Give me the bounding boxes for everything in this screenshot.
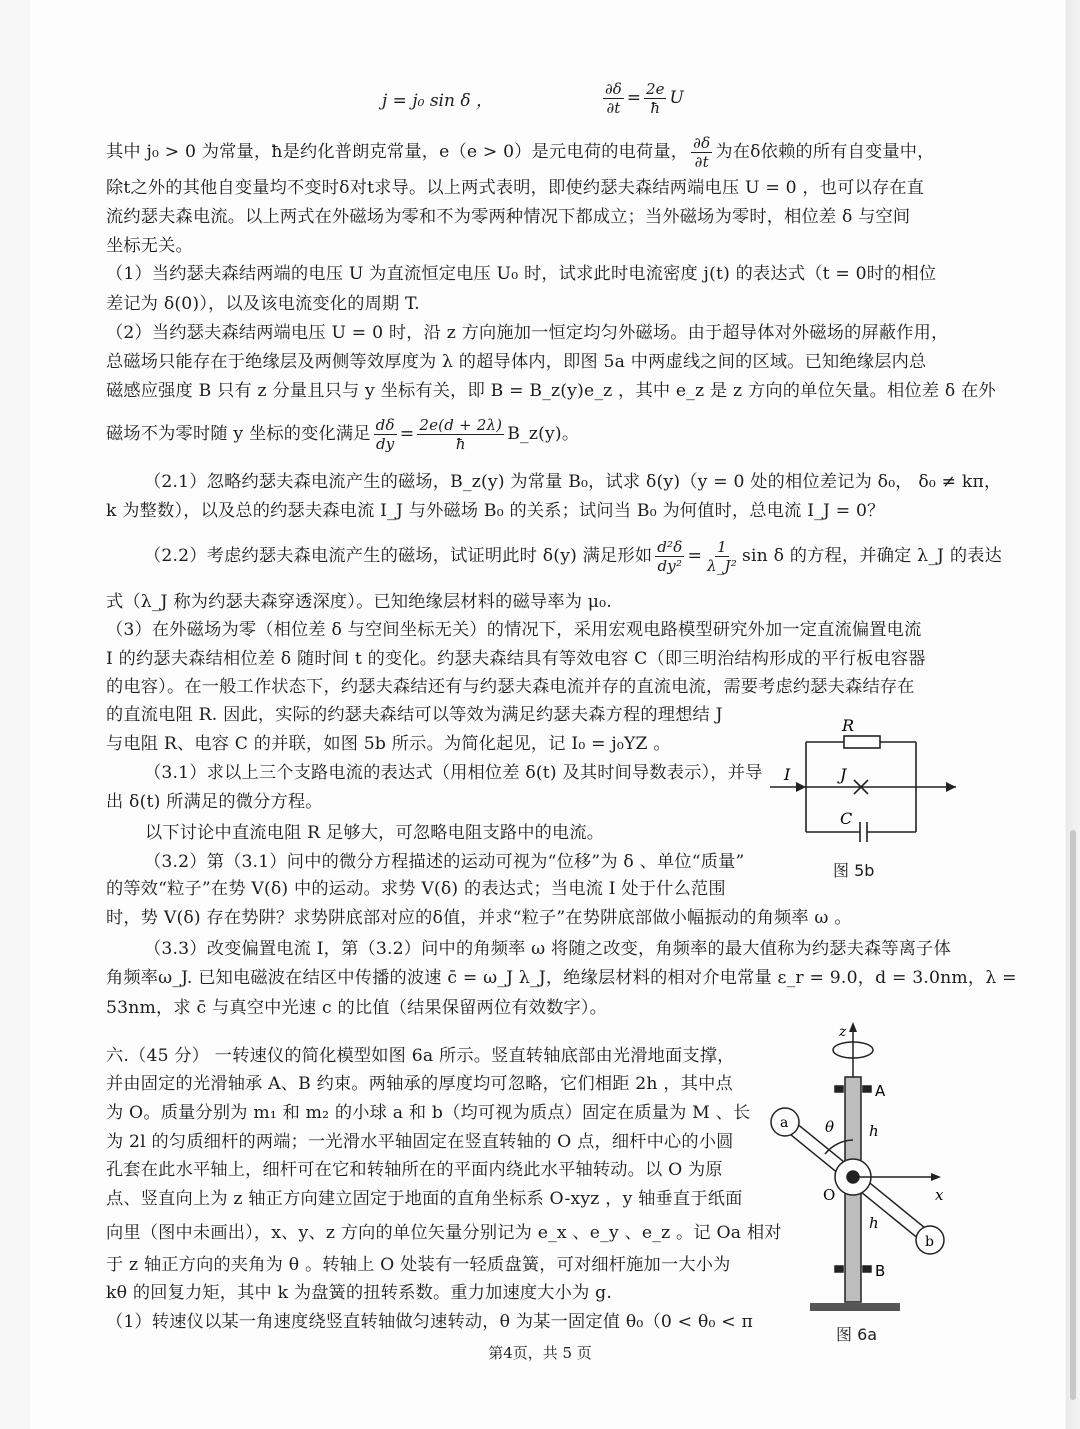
section-line: 点、竖直向上为 z 轴正方向建立固定于地面的直角坐标系 O-xyz ，y 轴垂直于纸面: [106, 1189, 743, 1209]
label-x: x: [935, 1186, 944, 1204]
section-line: 向里（图中未画出），x、y、z 方向的单位矢量分别记为 e_x 、e_y 、e_z 。记 Oa 相对: [106, 1223, 782, 1243]
figure-5b-caption: 图 5b: [833, 861, 875, 880]
question-line: 的电容）。在一般工作状态下，约瑟夫森结还有与约瑟夫森电流并存的直流电流，需要考虑约瑟夫森结存在: [106, 677, 915, 697]
arrow-in-icon: [796, 782, 806, 792]
frac-num: 2e(d + 2λ): [419, 416, 503, 434]
question-line: （2.1）忽略约瑟夫森电流产生的磁场，B_z(y) 为常量 B₀，试求 δ(y)（y = 0 处的相位差记为 δ₀， δ₀ ≠ kπ，: [144, 472, 1002, 492]
frac-den: ħ: [455, 435, 466, 453]
label-b: b: [925, 1234, 934, 1250]
text-line: 坐标无关。: [106, 236, 193, 256]
question-line: 时，势 V(δ) 存在势阱？求势阱底部对应的δ值，并求“粒子”在势阱底部做小幅振动的角频率 ω 。: [106, 908, 852, 928]
text-line: [106, 134, 961, 171]
question-line: （3.3）改变偏置电流 I，第（3.2）问中的角频率 ω 将随之改变，角频率的最大值称为约瑟夫森等离子体: [144, 939, 951, 959]
question-line: （3）在外磁场为零（相位差 δ 与空间坐标无关）的情况下，采用宏观电路模型研究外加一定直流偏置电流: [106, 620, 922, 640]
label-A: A: [875, 1082, 886, 1100]
question-line: 与电阻 R、电容 C 的并联，如图 5b 所示。为简化起见，记 I₀ = j₀YZ 。: [106, 734, 671, 754]
frac-num: 1: [717, 538, 727, 556]
bearing-A-left: [835, 1086, 843, 1092]
label-J: J: [840, 765, 847, 784]
text-segment: 其中 j₀ > 0 为常量，ħ是约化普朗克常量，e（e > 0）是元电荷的电荷量，: [106, 142, 689, 162]
question-line: k 为整数），以及总的约瑟夫森电流 I_J 与外磁场 B₀ 的关系；试问当 B₀ 为何值时，总电流 I_J = 0？: [106, 501, 885, 521]
text-segment: B_z(y)。: [507, 424, 580, 444]
section-line: （1）转速仪以某一角速度绕竖直转轴做匀速转动，θ 为某一固定值 θ₀（0 < θ₀ < π: [106, 1312, 754, 1332]
frac-num: dδ: [375, 416, 395, 434]
section-line: 于 z 轴正方向的夹角为 θ 。转轴上 O 处装有一轻质盘簧，可对细杆施加一大小为: [106, 1255, 731, 1275]
text-segment: 为在δ依赖的所有自变量中，: [715, 142, 935, 162]
equation-phase-rate: $\frac{\partial\delta}{\partial t}$ = $\frac{2e}{ħ}$ U: [605, 80, 684, 117]
label-I: I: [784, 765, 791, 784]
bearing-B-right: [863, 1266, 871, 1272]
question-line: （3.1）求以上三个支路电流的表达式（用相位差 δ(t) 及其时间导数表示），并导: [144, 763, 763, 783]
label-h-bottom: h: [869, 1214, 879, 1232]
text-line: 流约瑟夫森电流。以上两式在外磁场为零和不为零两种情况下都成立；当外磁场为零时，相位差 δ 与空间: [106, 207, 911, 227]
text-segment: 磁场不为零时随 y 坐标的变化满足: [106, 424, 371, 444]
section-line: 为 O。质量分别为 m₁ 和 m₂ 的小球 a 和 b（均可视为质点）固定在质量为 M 、长: [106, 1103, 751, 1123]
question-line: （3.2）第（3.1）问中的微分方程描述的运动可视为“位移”为 δ 、单位“质量”: [144, 852, 745, 872]
question-line: 角频率ω_J. 已知电磁波在结区中传播的波速 c̄ = ω_J λ_J，绝缘层材料的相对介电常量 ε_r = 9.0，d = 3.0nm，λ =: [106, 968, 1017, 988]
eq-frac2-num: 2e: [646, 80, 665, 98]
question-line: 磁感应强度 B 只有 z 分量且只与 y 坐标有关，即 B = B_z(y)e_z ，其中 e_z 是 z 方向的单位矢量。相位差 δ 在外: [106, 381, 996, 401]
question-line: I 的约瑟夫森结相位差 δ 随时间 t 的变化。约瑟夫森结具有等效电容 C（即三明治结构形成的平行板电容器: [106, 649, 926, 669]
frac-den: λ_J²: [707, 557, 737, 575]
frac-den: dy²: [657, 557, 683, 575]
z-arrow-icon: [849, 1022, 857, 1032]
question-line: （2）当约瑟夫森结两端电压 U = 0 时，沿 z 方向施加一恒定均匀外磁场。由于超导体对外磁场的屏蔽作用，: [106, 323, 949, 343]
label-R: R: [842, 716, 855, 735]
frac-den: dy: [375, 435, 395, 453]
text-segment: sin δ 的方程，并确定 λ_J 的表达: [741, 546, 1002, 566]
question-line: 出 δ(t) 所满足的微分方程。: [106, 792, 323, 812]
section-line: kθ 的回复力矩，其中 k 为盘簧的扭转系数。重力加速度大小为 g.: [106, 1283, 612, 1303]
question-line: 式（λ_J 称为约瑟夫森穿透深度）。已知绝缘层材料的磁导率为 μ₀.: [106, 592, 612, 612]
label-O: O: [823, 1186, 836, 1204]
section-line: 并由固定的光滑轴承 A、B 约束。两轴承的厚度均可忽略，它们相距 2h ，其中点: [106, 1074, 733, 1094]
question-line: （1）当约瑟夫森结两端的电压 U 为直流恒定电压 U₀ 时，试求此时电流密度 j(t) 的表达式（t = 0时的相位: [106, 264, 937, 284]
eq-frac-num: ∂δ: [605, 80, 622, 98]
bearing-A-right: [863, 1086, 871, 1092]
equation-current-density: j = j₀ sin δ ，: [382, 91, 493, 111]
label-C: C: [840, 809, 853, 828]
page-footer: 第4页，共 5 页: [488, 1344, 592, 1362]
eq-frac2-den: ħ: [650, 99, 661, 117]
label-theta: θ: [825, 1118, 835, 1136]
resistor-symbol: [844, 736, 880, 748]
question-line: 以下讨论中直流电阻 R 足够大，可忽略电阻支路中的电流。: [145, 823, 605, 843]
ground-hatch-band: [810, 1305, 900, 1311]
arrow-out-icon: [946, 782, 956, 792]
question-line: 磁场不为零时随 y 坐标的变化满足 $\frac{d\delta}{dy}$ = $\frac{2e(d + 2\lambda)}{ħ}$ B_z(y)。: [106, 416, 580, 453]
ground-hatch: [810, 1305, 900, 1311]
label-B: B: [875, 1262, 886, 1280]
frac-num: d²δ: [657, 538, 683, 556]
question-line: 总磁场只能存在于绝缘层及两侧等效厚度为 λ 的超导体内，即图 5a 中两虚线之间的区域。已知绝缘层内总: [106, 352, 927, 372]
x-arrow-icon: [931, 1173, 941, 1181]
label-z: z: [839, 1024, 847, 1040]
figure-6a-caption: 图 6a: [836, 1325, 878, 1344]
scrollbar-thumb[interactable]: [1070, 830, 1076, 1400]
text-line: 除t之外的其他自变量均不变时δ对t求导。以上两式表明，即使约瑟夫森结两端电压 U = 0 ，也可以存在直: [106, 178, 925, 198]
question-line: 的等效“粒子”在势 V(δ) 中的运动。求势 V(δ) 的表达式；当电流 I 处于什么范围: [106, 879, 726, 899]
figure-5b-circuit: [770, 712, 960, 852]
section-line: 六.（45 分） 一转速仪的简化模型如图 6a 所示。竖直转轴底部由光滑地面支撑，: [106, 1046, 735, 1066]
question-line: （2.2）考虑约瑟夫森电流产生的磁场，试证明此时 δ(y) 满足形如 $\frac{\text{d²δ}}{\text{dy²}}$ = $\frac{1}{\text{λ\_J²}}$ sin δ 的方程，并确定 λ_J 的表达: [144, 538, 1002, 575]
section-line: 为 2l 的匀质细杆的两端；一光滑水平轴固定在竖直转轴的 O 点，细杆中心的小圆: [106, 1132, 734, 1152]
frac-den: ∂t: [694, 153, 709, 171]
eq-frac-den: ∂t: [606, 99, 621, 117]
eq-voltage: U: [669, 88, 684, 108]
text-segment: （2.2）考虑约瑟夫森电流产生的磁场，试证明此时 δ(y) 满足形如: [144, 546, 653, 566]
bearing-B-left: [835, 1266, 843, 1272]
label-h-top: h: [869, 1122, 879, 1140]
label-a: a: [780, 1115, 789, 1131]
frac-num: ∂δ: [693, 134, 711, 152]
question-line: 差记为 δ(0)），以及该电流变化的周期 T.: [106, 294, 420, 314]
question-line: 的直流电阻 R. 因此，实际的约瑟夫森结可以等效为满足约瑟夫森方程的理想结 J: [106, 705, 723, 725]
figure-6a-tachometer: [765, 1022, 965, 1322]
section-line: 孔套在此水平轴上，细杆可在它和转轴所在的平面内绕此水平轴转动。以 O 为原: [106, 1160, 723, 1180]
question-line: 53nm，求 c̄ 与真空中光速 c 的比值（结果保留两位有效数字）。: [106, 998, 608, 1018]
